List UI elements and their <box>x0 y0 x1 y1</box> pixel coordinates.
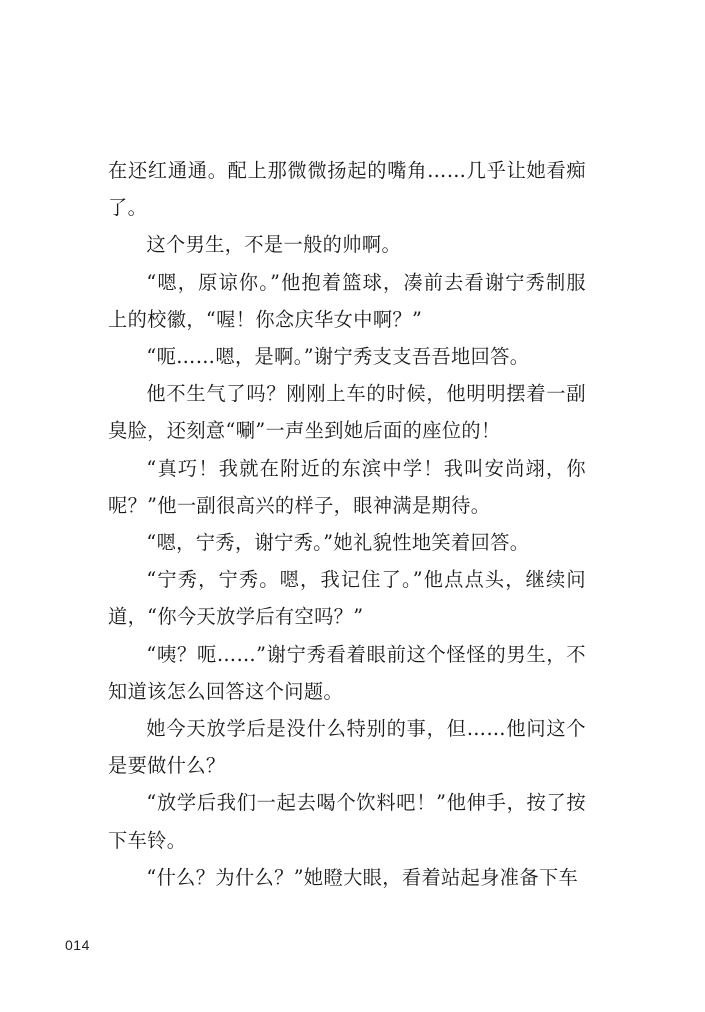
paragraph-9: “咦？呃……”谢宁秀看着眼前这个怪怪的男生，不知道该怎么回答这个问题。 <box>108 642 586 703</box>
paragraph-2: 这个男生，不是一般的帅啊。 <box>146 233 402 257</box>
paragraph-6: “真巧！我就在附近的东滨中学！我叫安尚翊，你呢？”他一副很高兴的样子，眼神满是期待。 <box>108 456 586 517</box>
paragraph-10: 她今天放学后是没什么特别的事，但……他问这个是要做什么？ <box>108 717 586 778</box>
paragraph-5: 他不生气了吗？刚刚上车的时候，他明明摆着一副臭脸，还刻意“唰”一声坐到她后面的座位的！ <box>108 382 586 443</box>
paragraph-12: “什么？为什么？”她瞪大眼，看着站起身准备下车 <box>146 865 579 889</box>
paragraph-11: “放学后我们一起去喝个饮料吧！”他伸手，按了按下车铃。 <box>108 791 586 852</box>
body-text <box>108 152 586 896</box>
paragraph-4: “呃……嗯，是啊。”谢宁秀支支吾吾地回答。 <box>146 345 530 369</box>
page-number: 014 <box>65 937 90 953</box>
paragraph-1: 在还红通通。配上那微微扬起的嘴角……几乎让她看痴了。 <box>108 159 586 220</box>
paragraph-3: “嗯，原谅你。”他抱着篮球，凑前去看谢宁秀制服上的校徽，“喔！你念庆华女中啊？” <box>108 270 586 331</box>
paragraph-8: “宁秀，宁秀。嗯，我记住了。”他点点头，继续问道，“你今天放学后有空吗？” <box>108 568 586 629</box>
paragraph-7: “嗯，宁秀，谢宁秀。”她礼貌性地笑着回答。 <box>146 531 530 555</box>
